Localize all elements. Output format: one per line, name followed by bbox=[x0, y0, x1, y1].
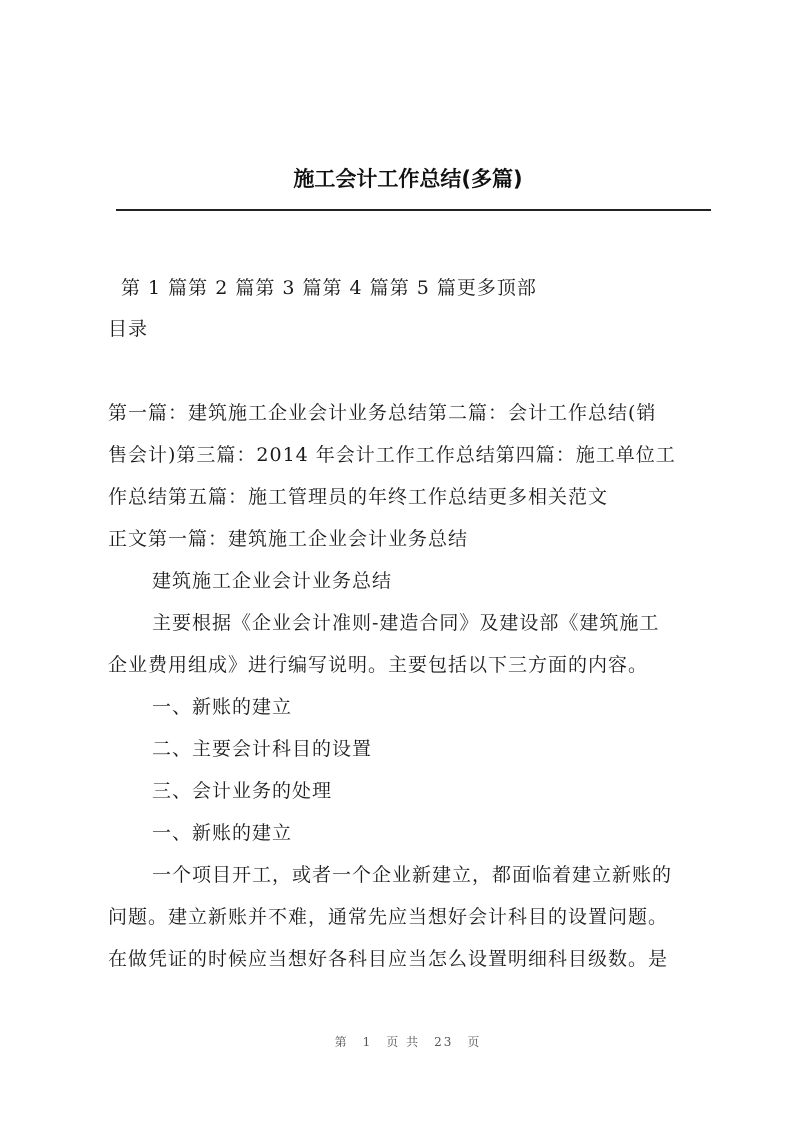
list-item: 二、主要会计科目的设置 bbox=[152, 738, 373, 760]
title-divider bbox=[116, 209, 711, 211]
paragraph-line: 一个项目开工，或者一个企业新建立，都面临着建立新账的 bbox=[152, 864, 673, 886]
nav-link-part-5[interactable]: 第 5 篇 bbox=[389, 277, 457, 299]
toc-line[interactable]: 第一篇：建筑施工企业会计业务总结第二篇：会计工作总结(销 bbox=[108, 402, 657, 424]
section-nav bbox=[121, 275, 537, 301]
page-number: 第 1 页 共 23 页 bbox=[334, 1035, 482, 1049]
list-item: 一、新账的建立 bbox=[152, 696, 293, 718]
section-title: 建筑施工企业会计业务总结 bbox=[152, 570, 393, 592]
page-title: 施工会计工作总结(多篇) bbox=[293, 167, 523, 191]
paragraph-line: 主要根据《企业会计准则-建造合同》及建设部《建筑施工 bbox=[152, 612, 660, 634]
toc-heading: 目录 bbox=[108, 318, 149, 340]
nav-link-part-4[interactable]: 第 4 篇 bbox=[322, 277, 390, 299]
list-item: 三、会计业务的处理 bbox=[152, 780, 333, 802]
paragraph-line: 企业费用组成》进行编写说明。主要包括以下三方面的内容。 bbox=[108, 654, 649, 676]
subheading: 一、新账的建立 bbox=[152, 822, 293, 844]
nav-link-part-1[interactable]: 第 1 篇 bbox=[121, 277, 189, 299]
nav-link-more[interactable]: 更多 bbox=[456, 277, 497, 299]
body-start-heading: 正文第一篇：建筑施工企业会计业务总结 bbox=[108, 528, 469, 550]
nav-link-part-3[interactable]: 第 3 篇 bbox=[255, 277, 323, 299]
nav-link-part-2[interactable]: 第 2 篇 bbox=[188, 277, 256, 299]
nav-link-top[interactable]: 顶部 bbox=[496, 277, 537, 299]
toc-line[interactable]: 作总结第五篇：施工管理员的年终工作总结更多相关范文 bbox=[108, 486, 609, 508]
paragraph-line: 在做凭证的时候应当想好各科目应当怎么设置明细科目级数。是 bbox=[108, 948, 669, 970]
paragraph-line: 问题。建立新账并不难，通常先应当想好会计科目的设置问题。 bbox=[108, 906, 669, 928]
toc-line[interactable]: 售会计)第三篇：2014 年会计工作工作总结第四篇：施工单位工 bbox=[108, 444, 676, 466]
